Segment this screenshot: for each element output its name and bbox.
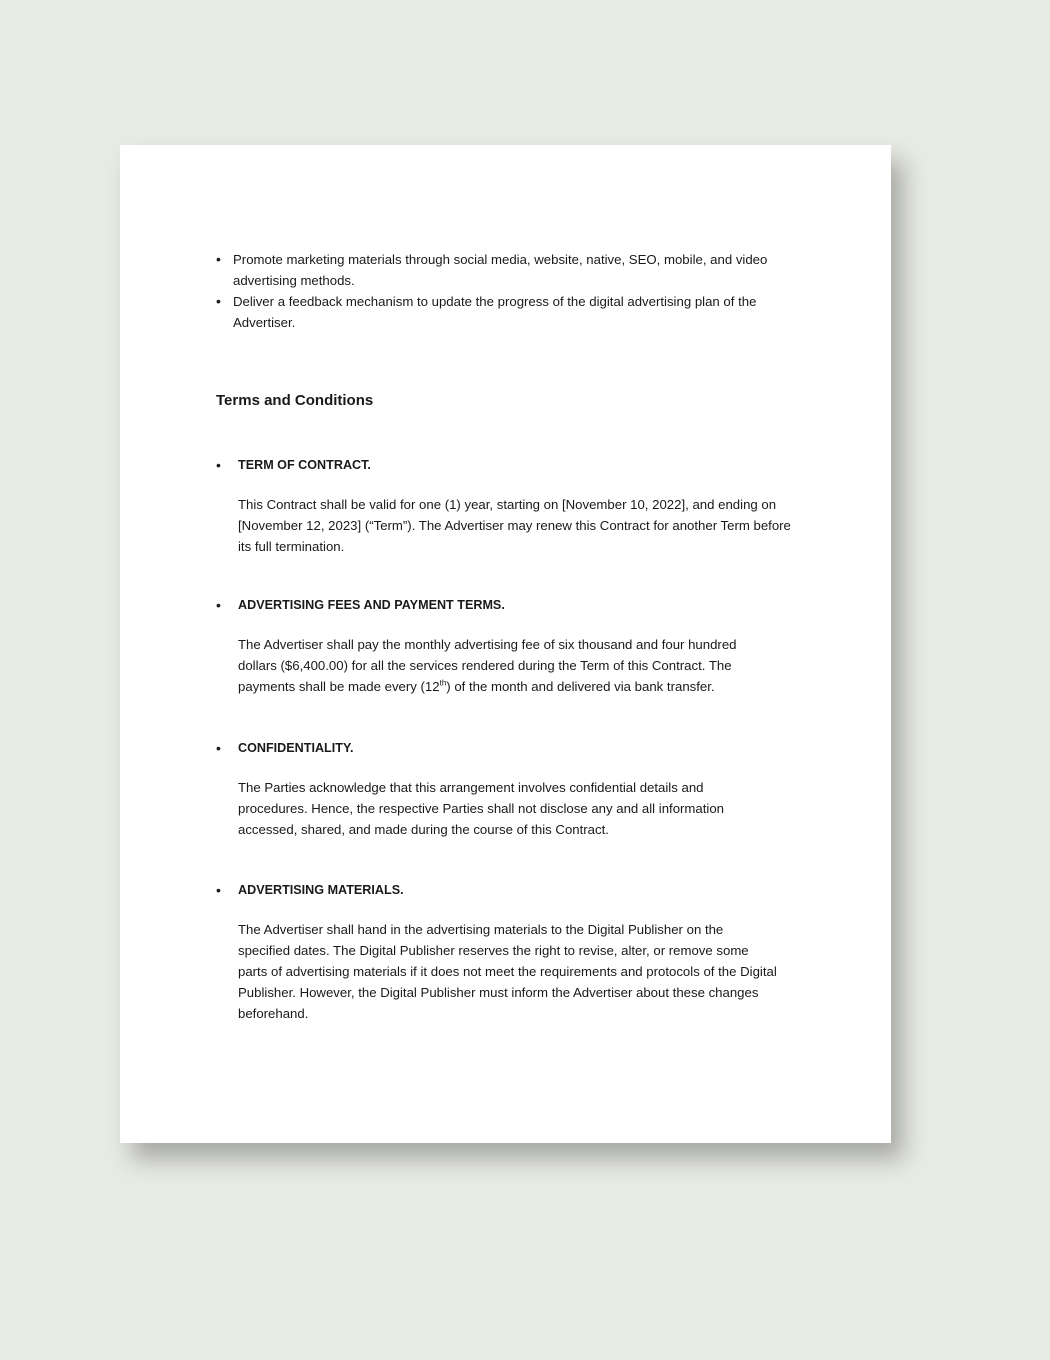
- term-section-advertising-materials: [216, 880, 806, 1024]
- term-title: • ADVERTISING MATERIALS.: [216, 880, 806, 900]
- term-body-text: The Advertiser shall pay the monthly advertising fee of six thousand and four hundred dollars ($6,400.00) for all the services rendered during the Term of this Contract. The payments shall be made every (12: [238, 637, 737, 694]
- ordinal-suffix: th: [439, 678, 447, 688]
- term-title: • TERM OF CONTRACT.: [216, 455, 806, 475]
- term-section-confidentiality: [216, 738, 806, 840]
- term-body-text: ) of the month and delivered via bank transfer.: [446, 679, 715, 694]
- terms-heading: Terms and Conditions: [216, 392, 374, 409]
- term-title: • CONFIDENTIALITY.: [216, 738, 806, 758]
- document-page: [120, 145, 891, 1143]
- term-section-term-of-contract: [216, 455, 806, 557]
- term-body: This Contract shall be valid for one (1) year, starting on [November 10, 2022], and ending on [November 12, 2023] (“Term”). The Advertiser may renew this Contract for another Term before its full termination.: [238, 497, 791, 554]
- document-content: [216, 249, 806, 1021]
- term-body: The Parties acknowledge that this arrangement involves confidential details and procedures. Hence, the respective Parties shall not disclose any and all information accessed, shared, and made during the course of this Contract.: [238, 780, 724, 837]
- term-title: • ADVERTISING FEES AND PAYMENT TERMS.: [216, 595, 806, 615]
- term-section-advertising-fees: [216, 595, 806, 697]
- term-body: [216, 634, 768, 697]
- services-list-item: • Promote marketing materials through social media, website, native, SEO, mobile, and video advertising methods.: [216, 249, 806, 291]
- term-body: The Advertiser shall hand in the advertising materials to the Digital Publisher on the specified dates. The Digital Publisher reserves the right to revise, alter, or remove some parts of advertising materials if it does not meet the requirements and protocols of the Digital Publisher. However, the Digital Publisher must inform the Advertiser about these changes beforehand.: [238, 922, 777, 1021]
- services-list: [216, 249, 806, 333]
- services-list-item: • Deliver a feedback mechanism to update the progress of the digital advertising plan of the Advertiser.: [216, 291, 806, 333]
